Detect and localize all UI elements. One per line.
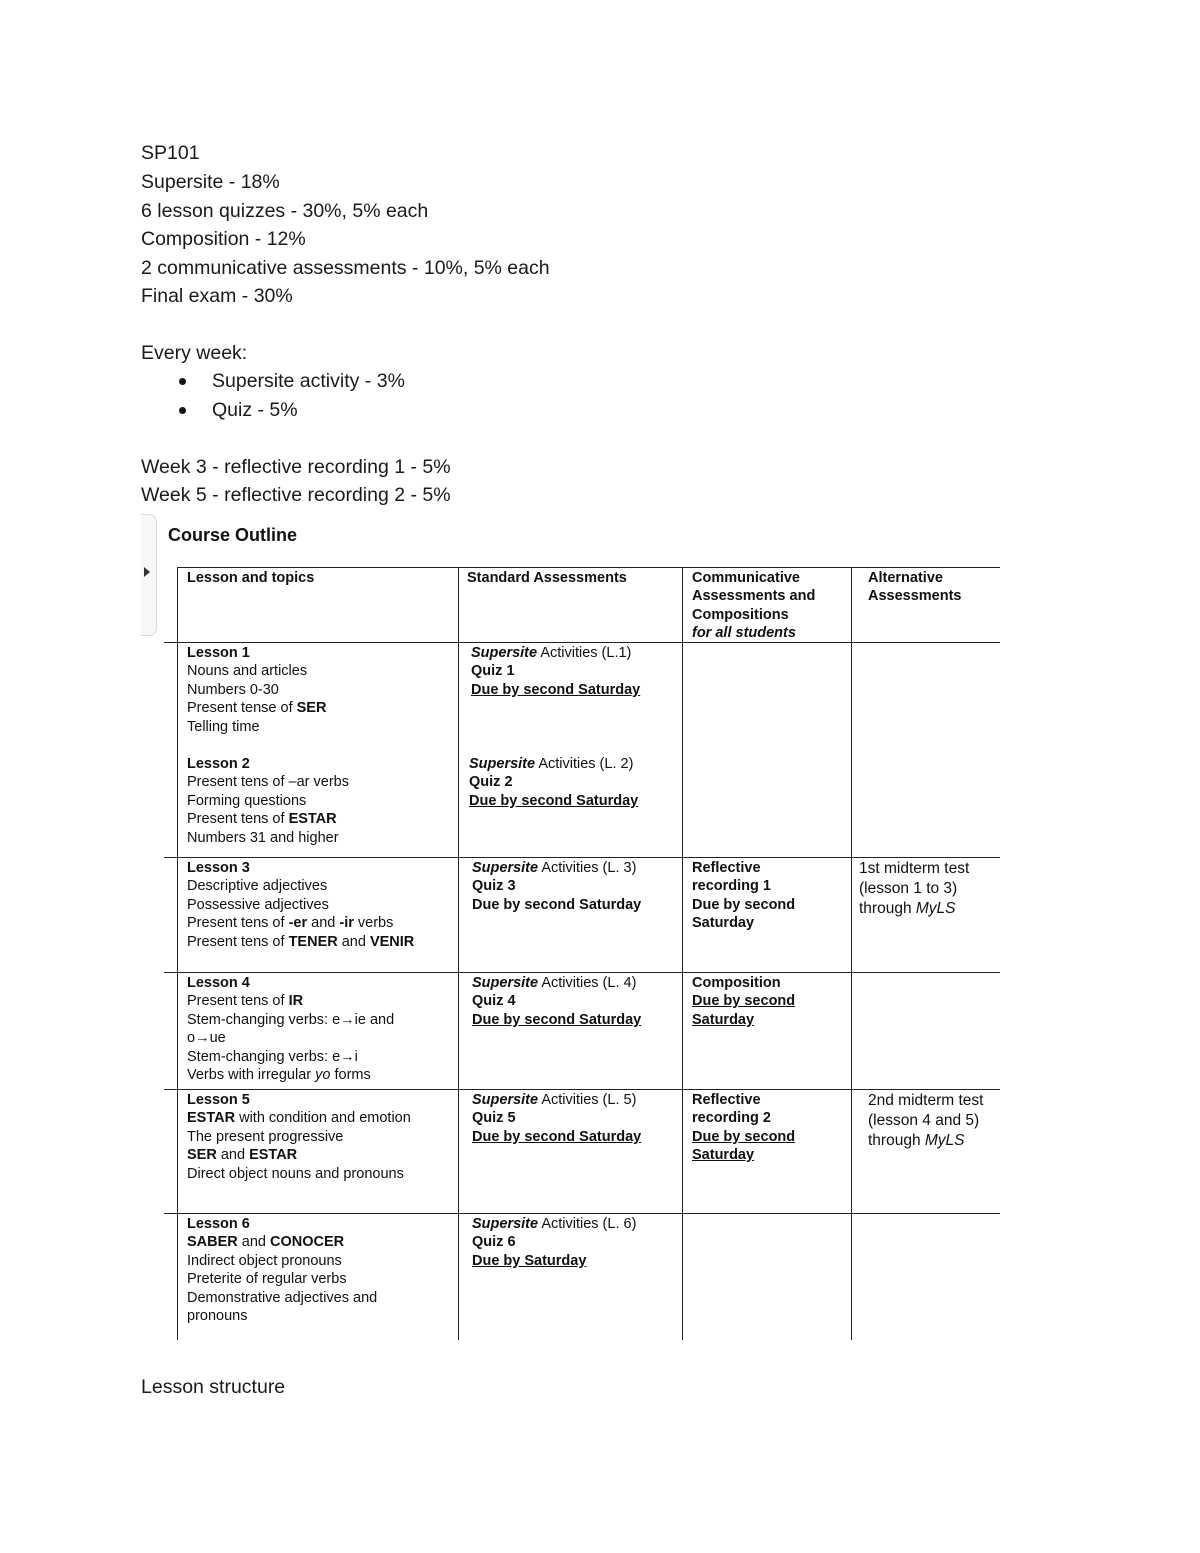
column-header bbox=[868, 569, 962, 606]
week-note: Week 3 - reflective recording 1 - 5% bbox=[141, 456, 451, 478]
quiz-label: Quiz 6 bbox=[472, 1234, 516, 1251]
table-border bbox=[682, 567, 683, 1340]
topic: pronouns bbox=[187, 1308, 248, 1325]
topic: Preterite of regular verbs bbox=[187, 1271, 347, 1288]
table-border bbox=[164, 1089, 1000, 1090]
supersite-label: Supersite bbox=[472, 1216, 539, 1232]
bullet-icon bbox=[179, 407, 186, 414]
lesson-title: Lesson 4 bbox=[187, 975, 250, 991]
communicative-assessment bbox=[692, 974, 795, 1029]
activities-line bbox=[472, 859, 641, 877]
topic-text: Present tens of bbox=[187, 933, 289, 950]
table-border bbox=[164, 972, 1000, 973]
lesson-title: Lesson 2 bbox=[187, 756, 250, 772]
topic-text: Present tens of bbox=[187, 915, 289, 932]
due-date: Saturday bbox=[692, 1011, 755, 1028]
course-code: SP101 bbox=[141, 142, 200, 164]
due-date: Due by second Saturday bbox=[471, 681, 641, 698]
week-note: Week 5 - reflective recording 2 - 5% bbox=[141, 484, 451, 506]
due-date: Due by second Saturday bbox=[469, 792, 639, 809]
quiz-label: Quiz 4 bbox=[472, 993, 516, 1010]
due-date: Due by second Saturday bbox=[472, 1128, 642, 1145]
table-border bbox=[164, 1213, 1000, 1214]
topic: Nouns and articles bbox=[187, 663, 308, 680]
column-header-line: Alternative bbox=[868, 570, 943, 586]
assessment-line bbox=[868, 1131, 983, 1151]
activities-text: Activities (L. 6) bbox=[538, 1216, 637, 1232]
table-border bbox=[164, 642, 1000, 643]
table-border bbox=[164, 857, 1000, 858]
activities-line bbox=[472, 1091, 641, 1109]
topic bbox=[187, 914, 414, 932]
topic-keyword: IR bbox=[288, 993, 304, 1010]
topic-text: verbs bbox=[353, 915, 394, 932]
assessment-line: 1st midterm test bbox=[859, 860, 970, 877]
topic: Direct object nouns and pronouns bbox=[187, 1165, 404, 1182]
topic-text: Present tens of bbox=[187, 811, 289, 828]
topic: Stem-changing verbs: e→ie and bbox=[187, 1011, 395, 1028]
topic-keyword: VENIR bbox=[369, 933, 415, 950]
lesson-topics bbox=[187, 1215, 377, 1325]
topic: Demonstrative adjectives and bbox=[187, 1289, 378, 1306]
column-header-line: Compositions bbox=[692, 606, 789, 623]
list-item-text: Quiz - 5% bbox=[212, 399, 298, 421]
assessment-line: Composition bbox=[692, 975, 781, 991]
lesson-title: Lesson 5 bbox=[187, 1092, 250, 1108]
alternative-assessment bbox=[868, 1091, 983, 1151]
standard-assessment bbox=[471, 644, 640, 699]
topic bbox=[187, 1146, 411, 1164]
topic-keyword: CONOCER bbox=[270, 1234, 345, 1251]
lesson-topics bbox=[187, 755, 349, 847]
due-date: Saturday bbox=[692, 1147, 755, 1164]
lesson-title: Lesson 1 bbox=[187, 645, 250, 661]
supersite-label: Supersite bbox=[472, 860, 539, 876]
activities-line bbox=[472, 1215, 636, 1233]
assessment-line: recording 1 bbox=[692, 878, 771, 895]
topic: o→ue bbox=[187, 1030, 226, 1047]
caret-right-icon bbox=[144, 567, 150, 577]
topic: Numbers 31 and higher bbox=[187, 829, 339, 846]
table-border bbox=[177, 567, 1000, 568]
topic-text: Verbs with irregular bbox=[187, 1067, 316, 1084]
activities-line bbox=[469, 755, 638, 773]
lesson-topics bbox=[187, 974, 394, 1084]
topic: Descriptive adjectives bbox=[187, 878, 328, 895]
supersite-label: Supersite bbox=[469, 756, 536, 772]
platform-name: MyLS bbox=[915, 900, 956, 917]
quiz-label: Quiz 5 bbox=[472, 1110, 516, 1127]
column-header-line: Assessments bbox=[868, 588, 962, 605]
embed-side-tab[interactable] bbox=[141, 514, 157, 636]
standard-assessment bbox=[472, 974, 641, 1029]
topic bbox=[187, 1066, 394, 1084]
topic-text: and bbox=[307, 915, 340, 932]
quiz-label: Quiz 2 bbox=[469, 774, 513, 791]
lesson-title: Lesson 3 bbox=[187, 860, 250, 876]
topic-keyword: ESTAR bbox=[187, 1110, 236, 1127]
topic: Present tens of –ar verbs bbox=[187, 774, 349, 791]
due-date: Due by second bbox=[692, 993, 796, 1010]
standard-assessment bbox=[472, 859, 641, 914]
topic: Possessive adjectives bbox=[187, 896, 329, 913]
topic-keyword: -ir bbox=[339, 915, 354, 932]
activities-text: Activities (L.1) bbox=[537, 645, 632, 661]
topic-text: Present tense of bbox=[187, 700, 297, 717]
activities-text: Activities (L. 3) bbox=[538, 860, 637, 876]
every-week-list bbox=[141, 367, 405, 425]
topic bbox=[187, 1109, 411, 1127]
topic: Indirect object pronouns bbox=[187, 1252, 342, 1269]
lesson-topics bbox=[187, 1091, 411, 1183]
topic-text: Present tens of bbox=[187, 993, 289, 1010]
grading-item: 6 lesson quizzes - 30%, 5% each bbox=[141, 200, 429, 222]
column-header bbox=[692, 569, 815, 643]
activities-line bbox=[472, 974, 641, 992]
due-date: Saturday bbox=[692, 915, 755, 932]
list-item bbox=[141, 367, 405, 396]
communicative-assessment bbox=[692, 859, 795, 933]
assessment-line: (lesson 4 and 5) bbox=[868, 1112, 980, 1129]
list-item bbox=[141, 396, 405, 425]
assessment-line: Reflective bbox=[692, 860, 761, 876]
alternative-assessment bbox=[859, 859, 969, 919]
due-date: Due by Saturday bbox=[472, 1252, 587, 1269]
standard-assessment bbox=[472, 1215, 636, 1270]
topic bbox=[187, 810, 349, 828]
grading-item: Supersite - 18% bbox=[141, 171, 280, 193]
column-header: Standard Assessments bbox=[467, 570, 627, 586]
topic-keyword: ESTAR bbox=[249, 1147, 298, 1164]
assessment-line: recording 2 bbox=[692, 1110, 771, 1127]
standard-assessment bbox=[472, 1091, 641, 1146]
column-header-line: for all students bbox=[692, 625, 796, 642]
supersite-label: Supersite bbox=[472, 975, 539, 991]
quiz-label: Quiz 1 bbox=[471, 663, 515, 680]
due-date: Due by second bbox=[692, 896, 796, 913]
topic: Telling time bbox=[187, 718, 260, 735]
lesson-structure-heading: Lesson structure bbox=[141, 1376, 286, 1398]
column-header-line: Assessments and bbox=[692, 588, 816, 605]
topic: Stem-changing verbs: e→i bbox=[187, 1048, 358, 1065]
lesson-title: Lesson 6 bbox=[187, 1216, 250, 1232]
topic bbox=[187, 992, 394, 1010]
due-date: Due by second bbox=[692, 1128, 796, 1145]
topic-keyword: ESTAR bbox=[288, 811, 337, 828]
grading-item: 2 communicative assessments - 10%, 5% each bbox=[141, 257, 550, 279]
topic-keyword: -er bbox=[288, 915, 308, 932]
topic-keyword: TENER bbox=[288, 933, 338, 950]
grading-item: Final exam - 30% bbox=[141, 285, 293, 307]
communicative-assessment bbox=[692, 1091, 795, 1165]
standard-assessment bbox=[469, 755, 638, 810]
topic-text: forms bbox=[330, 1067, 371, 1084]
supersite-label: Supersite bbox=[472, 1092, 539, 1108]
activities-text: Activities (L. 4) bbox=[538, 975, 637, 991]
grading-item: Composition - 12% bbox=[141, 228, 306, 250]
column-header: Lesson and topics bbox=[187, 570, 315, 586]
bullet-icon bbox=[179, 378, 186, 385]
quiz-label: Quiz 3 bbox=[472, 878, 516, 895]
topic: Forming questions bbox=[187, 792, 307, 809]
topic: Numbers 0-30 bbox=[187, 681, 279, 698]
assessment-line: Reflective bbox=[692, 1092, 761, 1108]
topic-text: with condition and emotion bbox=[235, 1110, 411, 1127]
column-header-line: Communicative bbox=[692, 570, 800, 586]
topic bbox=[187, 699, 326, 717]
activities-text: Activities (L. 2) bbox=[535, 756, 634, 772]
every-week-label: Every week: bbox=[141, 342, 248, 364]
assessment-line: (lesson 1 to 3) bbox=[859, 880, 958, 897]
due-date: Due by second Saturday bbox=[472, 1011, 642, 1028]
topic bbox=[187, 933, 414, 951]
course-outline-title: Course Outline bbox=[168, 525, 298, 545]
supersite-label: Supersite bbox=[471, 645, 538, 661]
topic-keyword: SER bbox=[187, 1147, 217, 1164]
due-date: Due by second Saturday bbox=[472, 896, 642, 913]
topic-keyword: SER bbox=[296, 700, 327, 717]
activities-text: Activities (L. 5) bbox=[538, 1092, 637, 1108]
assessment-text: through bbox=[859, 900, 916, 917]
activities-line bbox=[471, 644, 640, 662]
topic-keyword: SABER bbox=[187, 1234, 238, 1251]
assessment-line: 2nd midterm test bbox=[868, 1092, 984, 1109]
topic bbox=[187, 1233, 377, 1251]
topic-text: and bbox=[216, 1147, 250, 1164]
list-item-text: Supersite activity - 3% bbox=[212, 370, 405, 392]
platform-name: MyLS bbox=[924, 1132, 965, 1149]
assessment-text: through bbox=[868, 1132, 925, 1149]
topic-text: and bbox=[237, 1234, 271, 1251]
topic: The present progressive bbox=[187, 1128, 344, 1145]
assessment-line bbox=[859, 899, 969, 919]
table-border bbox=[458, 567, 459, 1340]
lesson-topics bbox=[187, 644, 326, 736]
topic-text: and bbox=[337, 933, 370, 950]
topic-keyword: yo bbox=[315, 1067, 331, 1084]
table-border bbox=[177, 567, 178, 1340]
table-border bbox=[851, 567, 852, 1340]
lesson-topics bbox=[187, 859, 414, 951]
